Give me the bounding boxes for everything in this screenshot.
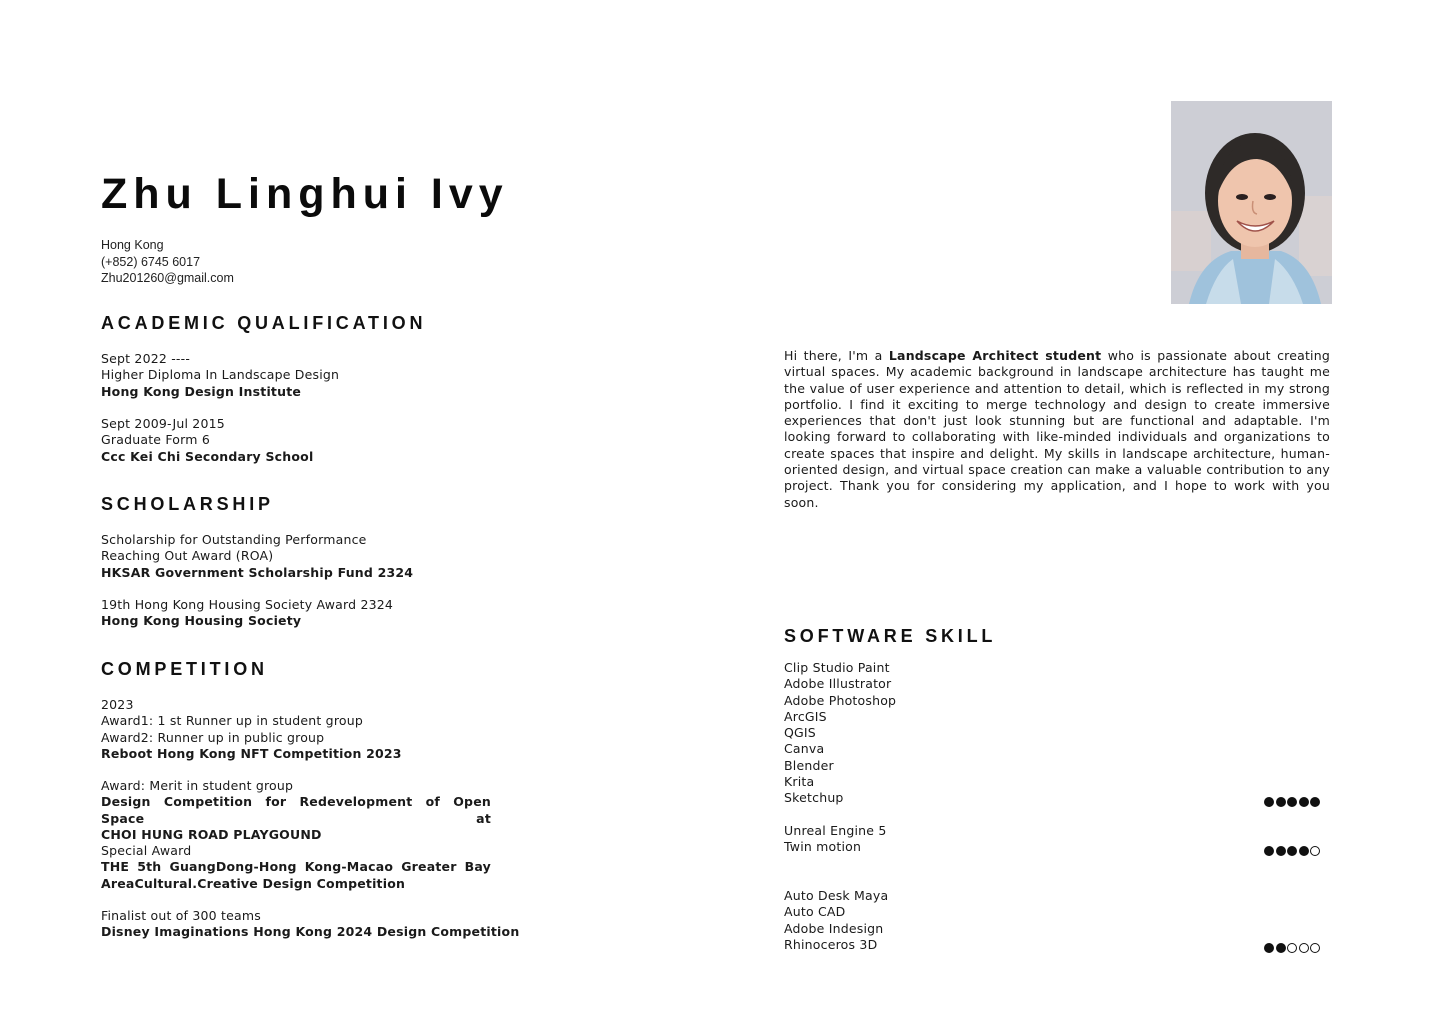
competition-org: THE 5th GuangDong-Hong Kong-Macao Greater Bay: [101, 859, 491, 875]
rating-dot-empty: [1299, 943, 1309, 953]
academic-entry: [101, 416, 313, 465]
competition-org: Reboot Hong Kong NFT Competition 2023: [101, 745, 402, 761]
scholarship-line: Scholarship for Outstanding Performance: [101, 532, 367, 547]
rating-dot-filled: [1276, 846, 1286, 856]
academic-program: Graduate Form 6: [101, 432, 210, 448]
academic-program: Higher Diploma In Landscape Design: [101, 367, 340, 383]
software-item: Rhinoceros 3D: [784, 936, 878, 952]
rating-dot-filled: [1287, 846, 1297, 856]
competition-line: Award2: Runner up in public group: [101, 729, 325, 745]
software-item: Blender: [784, 757, 834, 773]
scholarship-line: 19th Hong Kong Housing Society Award 2324: [101, 597, 394, 612]
competition-org: Disney Imaginations Hong Kong 2024 Design Competition: [101, 924, 520, 940]
academic-institution: Hong Kong Design Institute: [101, 383, 302, 399]
software-item: Clip Studio Paint: [784, 660, 890, 675]
software-item: Canva: [784, 741, 825, 757]
competition-org: Design Competition for Redevelopment of Open Space at: [101, 794, 491, 826]
competition-line: Award: Merit in student group: [101, 778, 294, 793]
software-item: QGIS: [784, 725, 816, 741]
software-group: [784, 823, 887, 856]
scholarship-org: HKSAR Government Scholarship Fund 2324: [101, 564, 414, 580]
scholarship-heading: SCHOLARSHIP: [101, 494, 274, 514]
intro-paragraph: [784, 348, 1330, 511]
software-heading: SOFTWARE SKILL: [784, 626, 997, 646]
rating-dot-filled: [1264, 943, 1274, 953]
software-item: Twin motion: [784, 839, 862, 855]
academic-entry: [101, 351, 339, 400]
rating-dot-empty: [1310, 943, 1320, 953]
academic-period: Sept 2009-Jul 2015: [101, 416, 225, 431]
competition-line: Finalist out of 300 teams: [101, 908, 261, 923]
competition-org: AreaCultural.Creative Design Competition: [101, 875, 406, 891]
competition-entry: [101, 908, 519, 941]
rating-dot-filled: [1276, 943, 1286, 953]
intro-post: who is passionate about creating virtual spaces. My academic background in landscape architecture has taught me the value of user experience and attention to detail, which is reflected in my strong portfolio. I find it exciting to merge technology and design to create immersive experiences that don't just look stunning but are functional and adaptable. I'm looking forward to collaborating with like-minded individuals and organizations to create spaces that inspire and delight. My skills in landscape architecture, human-oriented design, and virtual space creation can make a valuable contribution to any project. Thank you for considering my application, and I hope to work with you soon.: [784, 348, 1330, 510]
competition-heading: COMPETITION: [101, 659, 268, 679]
skill-rating: [1264, 943, 1320, 953]
skill-rating: [1264, 797, 1320, 807]
competition-line: Special Award: [101, 843, 192, 858]
scholarship-org: Hong Kong Housing Society: [101, 613, 302, 629]
rating-dot-empty: [1287, 943, 1297, 953]
location-text: Hong Kong: [101, 238, 164, 252]
contact-info: [101, 237, 234, 287]
skill-rating: [1264, 846, 1320, 856]
scholarship-line: Reaching Out Award (ROA): [101, 548, 274, 564]
rating-dot-filled: [1276, 797, 1286, 807]
intro-highlight: Landscape Architect student: [888, 348, 1102, 363]
rating-dot-filled: [1264, 846, 1274, 856]
software-group: [784, 888, 888, 953]
competition-entry: [101, 697, 402, 762]
phone-text: (+852) 6745 6017: [101, 254, 201, 269]
software-item: Adobe Illustrator: [784, 676, 892, 692]
intro-pre: Hi there, I'm a: [784, 348, 889, 363]
rating-dot-filled: [1287, 797, 1297, 807]
profile-photo: [1171, 101, 1332, 304]
software-item: Adobe Indesign: [784, 920, 884, 936]
email-text: Zhu201260@gmail.com: [101, 271, 234, 285]
software-item: Krita: [784, 774, 815, 790]
portrait-image: [1171, 101, 1332, 304]
academic-institution: Ccc Kei Chi Secondary School: [101, 448, 314, 464]
software-group: [784, 660, 896, 807]
competition-org: CHOI HUNG ROAD PLAYGOUND: [101, 826, 322, 842]
rating-dot-filled: [1299, 846, 1309, 856]
software-item: Sketchup: [784, 790, 844, 806]
academic-heading: ACADEMIC QUALIFICATION: [101, 313, 427, 333]
resume-name: Zhu Linghui Ivy: [101, 170, 509, 218]
rating-dot-filled: [1310, 797, 1320, 807]
rating-dot-filled: [1264, 797, 1274, 807]
rating-dot-filled: [1299, 797, 1309, 807]
scholarship-entry: [101, 532, 413, 581]
software-item: Adobe Photoshop: [784, 692, 897, 708]
competition-entry: [101, 778, 491, 843]
rating-dot-empty: [1310, 846, 1320, 856]
software-item: ArcGIS: [784, 708, 827, 724]
software-item: Auto Desk Maya: [784, 888, 889, 903]
software-item: Unreal Engine 5: [784, 823, 887, 838]
scholarship-entry: [101, 597, 393, 630]
academic-period: Sept 2022 ----: [101, 351, 191, 366]
competition-line: 2023: [101, 697, 134, 712]
competition-entry: [101, 843, 491, 892]
software-item: Auto CAD: [784, 904, 846, 920]
competition-line: Award1: 1 st Runner up in student group: [101, 713, 363, 729]
